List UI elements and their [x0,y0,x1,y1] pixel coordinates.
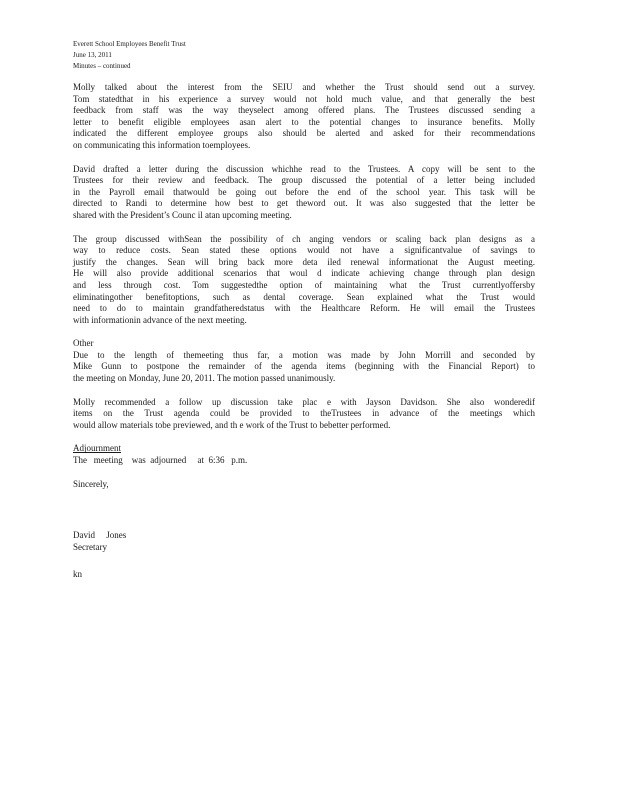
signature-name: David Jones [73,530,127,541]
closing-salutation: Sincerely, [73,478,109,489]
text-line: Tom statedthat in his experience a survey would not hold much value, and that generally the best [73,93,535,104]
text-line: feedback from staff was the way theyselect among offered plans. The Trustees discussed sending a [73,105,535,116]
adjournment-text: The meeting was adjourned at 6:36 p.m. [73,455,248,466]
text-line: the meeting on Monday, June 20, 2011. The motion passed unanimously. [73,373,336,384]
text-line: Due to the length of themeeting thus far, a motion was made by John Morrill and seconded by [73,349,535,360]
paragraph-followup [73,397,535,432]
text-line: Molly talked about the interest from the SEIU and whether the Trust should send out a survey. [73,82,535,92]
text-line: in the Payroll email thatwould be going out before the end of the school year. This task will be [73,186,535,197]
paragraph-survey [73,82,535,152]
text-line: items on the Trust agenda could be provided to theTrustees in advance of the meetings which [73,408,535,419]
text-line: with informationin advance of the next meeting. [73,314,247,325]
text-line: eliminatingother benefitoptions, such as dental coverage. Sean explained what the Trust would [73,291,535,302]
text-line: shared with the President’s Counc il atan upcoming meeting. [73,209,292,220]
document-body [73,82,535,581]
text-line: directed to Randi to determine how best to get theword out. It was also suggested that the letter be [73,198,535,209]
text-line: letter to benefit eligible employees asan alert to the potential changes to insurance benefits. Molly [73,116,535,127]
adjournment-section [73,443,535,466]
text-line: need to do to maintain grandfatheredstatus with the Healthcare Reform. He will email the Trustees [73,303,535,314]
header-date: June 13, 2011 [73,51,112,59]
text-line: Trustees for their review and feedback. The group discussed the potential of a letter being included [73,175,535,186]
text-line: The group discussed withSean the possibility of ch anging vendors or scaling back plan designs as a [73,233,535,244]
signature-block [73,530,535,553]
text-line: Molly recommended a follow up discussion take plac e with Jayson Davidson. She also wonderedif [73,396,535,407]
paragraph-other [73,338,535,384]
signature-title: Secretary [73,541,107,552]
text-line: David drafted a letter during the discussion whichhe read to the Trustees. A copy will be sent to the [73,163,535,174]
adjournment-heading-wrap [73,443,535,455]
text-line: and less through cost. Tom suggestedthe option of maintaining what the Trust currentlyoffersby [73,279,535,290]
header-subtitle: Minutes – continued [73,62,131,70]
document-header [73,39,186,72]
section-heading-adjournment: Adjournment [73,443,121,454]
paragraph-vendors [73,234,535,327]
text-line: justify the changes. Sean will bring back more deta iled renewal informationat the August meeting. [73,256,535,267]
paragraph-letter [73,164,535,222]
header-organization: Everett School Employees Benefit Trust [73,40,186,48]
text-line: indicated the different employee groups also should be alerted and asked for their recommendations [73,128,535,139]
section-heading-other: Other [73,338,94,349]
text-line: would allow materials tobe previewed, and th e work of the Trust to bebetter performed. [73,419,391,430]
text-line: on communicating this information toemployees. [73,139,251,150]
typist-initials: kn [73,569,82,580]
text-line: He will also provide additional scenarios that woul d indicate achieving change through plan design [73,268,535,279]
text-line: way to reduce costs. Sean stated these options would not have a significantvalue of savings to [73,245,535,256]
text-line: Mike Gunn to postpone the remainder of the agenda items (beginning with the Financial Report) to [73,361,535,372]
